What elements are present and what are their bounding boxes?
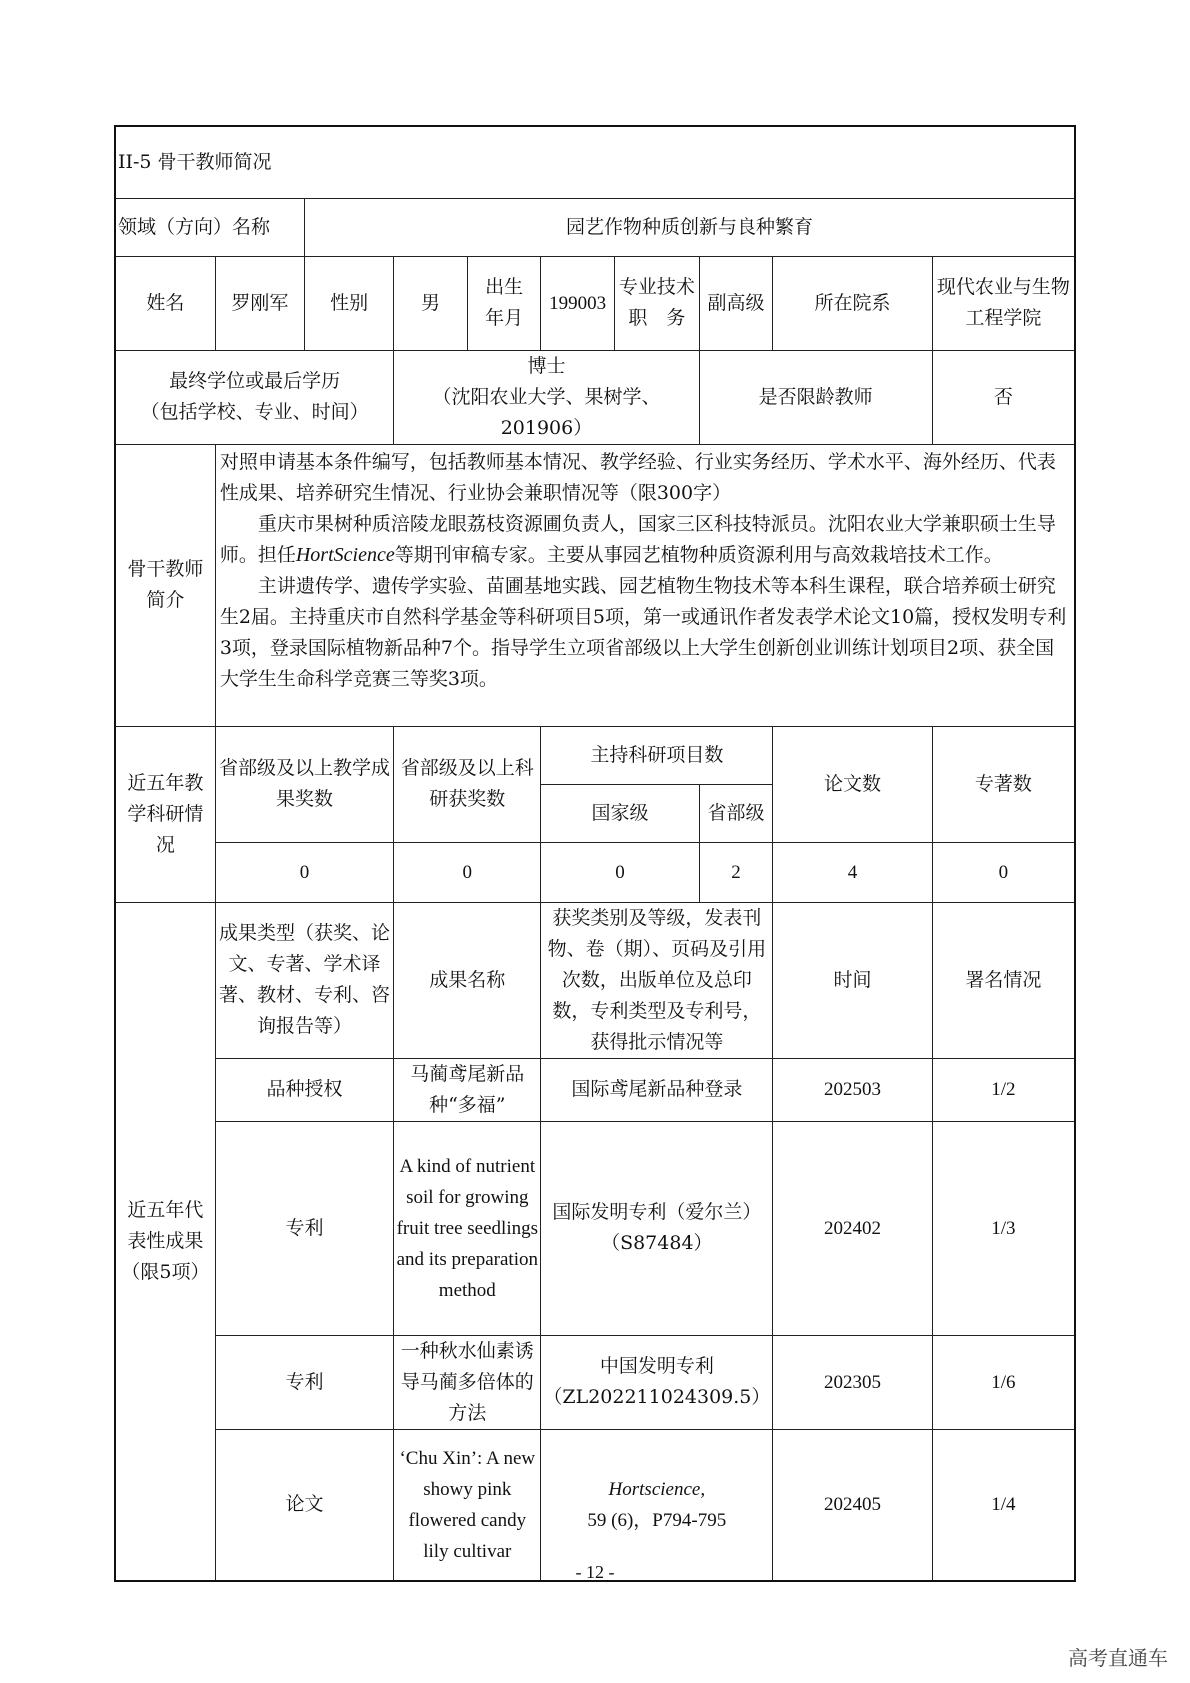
degree-value [394,350,699,444]
achievement-time: 202305 [773,1335,932,1429]
achievement-detail [541,1335,773,1429]
intro-paragraph-1 [220,509,1070,571]
intro-para1-text-a: 重庆市果树种质涪陵龙眼荔枝资源圃负责人，国家三区科技特派员。沈阳农业大学兼职硕士生导师。担任 [219,512,1056,566]
achievement-time: 202402 [773,1121,932,1335]
achievement-detail-header: 获奖类别及等级，发表刊物、卷（期）、页码及引用次数，出版单位及总印数，专利类型及专利号，获得批示情况等 [541,902,773,1058]
title-value: 副高级 [699,256,773,350]
achievement-time: 202503 [773,1058,932,1121]
intro-instruction: 对照申请基本条件编写，包括教师基本情况、教学经验、行业实务经历、学术水平、海外经历、代表性成果、培养研究生情况、行业协会兼职情况等（限300字） [219,450,1056,504]
degree-label [115,350,394,444]
research-awards-value: 0 [394,842,541,902]
achievements-label: 近五年代表性成果（限5项） [115,902,215,1581]
achievement-detail-line1: 国际鸢尾新品种登录 [571,1078,743,1100]
research-awards-header: 省部级及以上科研获奖数 [394,726,541,842]
intro-journal-name: HortScience [295,543,395,566]
age-limit-label: 是否限龄教师 [699,350,932,444]
achievement-detail-line2: （S87484） [601,1232,713,1254]
papers-value: 4 [773,842,932,902]
achievement-detail-line1: 中国发明专利 [599,1355,714,1377]
gender-value: 男 [394,256,468,350]
national-value: 0 [541,842,699,902]
achievement-detail-line2: 59 (6)，P794-795 [587,1509,727,1531]
degree-label-line2: （包括学校、专业、时间） [140,401,369,423]
gender-label: 性别 [305,256,394,350]
achievement-name-header: 成果名称 [394,902,541,1058]
watermark: 高考直通车 [1068,1646,1168,1670]
table-row [115,1058,1075,1121]
degree-value-line1: 博士 [527,354,566,377]
field-value: 园艺作物种质创新与良种繁育 [305,198,1075,256]
intro-label: 骨干教师简介 [115,444,215,726]
teacher-profile-table [114,125,1076,1582]
title-label [614,256,699,350]
books-value: 0 [932,842,1075,902]
teaching-awards-value: 0 [215,842,393,902]
intro-paragraph-2: 主讲遗传学、遗传学实验、苗圃基地实践、园艺植物生物技术等本科生课程，联合培养硕士研究生2届。主持重庆市自然科学基金等科研项目5项，第一或通讯作者发表学术论文10篇，授权发明专利3项，登录国际植物新品种7个。指导学生立项省部级以上大学生创新创业训练计划项目2项、获全国大学生生命科学竞赛三等奖3项。 [219,574,1067,690]
table-row [115,1121,1075,1335]
age-limit-value: 否 [932,350,1075,444]
achievement-detail-line2: （ZL202211024309.5） [543,1386,771,1408]
title-label-line1: 专业技术 [618,276,695,298]
page-number: - 12 - [575,1562,615,1582]
achievement-type: 专利 [215,1121,393,1335]
name-label: 姓名 [115,256,215,350]
achievement-sign: 1/6 [932,1335,1075,1429]
achievement-name: A kind of nutrient soil for growing fruit tree seedlings and its preparation method [394,1121,541,1335]
achievement-detail-line1: 国际发明专利（爱尔兰） [552,1201,762,1223]
intro-para1-text-b: 等期刊审稿专家。主要从事园艺植物种质资源利用与高效栽培技术工作。 [394,543,1003,566]
achievement-sign-header: 署名情况 [932,902,1075,1058]
birth-label [467,256,541,350]
achievement-type: 品种授权 [215,1058,393,1121]
table-row [115,1335,1075,1429]
achievement-name: ‘Chu Xin’: A new showy pink flowered candy lily cultivar [394,1429,541,1581]
achievement-type: 专利 [215,1335,393,1429]
books-header: 专著数 [932,726,1075,842]
achievement-detail [541,1429,773,1581]
recent-label: 近五年教学科研情况 [115,726,215,902]
intro-content [215,444,1075,726]
degree-value-line2: （沈阳农业大学、果树学、201906） [432,385,661,439]
teaching-awards-header: 省部级及以上教学成果奖数 [215,726,393,842]
achievement-detail [541,1121,773,1335]
provincial-header: 省部级 [699,784,773,842]
achievement-type-header: 成果类型（获奖、论文、专著、学术译著、教材、专利、咨询报告等） [215,902,393,1058]
dept-value: 现代农业与生物工程学院 [932,256,1075,350]
achievement-time: 202405 [773,1429,932,1581]
birth-label-line2: 年月 [485,307,524,329]
achievement-detail [541,1058,773,1121]
achievement-time-header: 时间 [773,902,932,1058]
section-title: II-5 骨干教师简况 [115,126,1075,198]
table-row [115,1429,1075,1581]
achievement-sign: 1/2 [932,1058,1075,1121]
title-label-line2: 职 务 [628,307,686,329]
achievement-sign: 1/3 [932,1121,1075,1335]
degree-label-line1: 最终学位或最后学历 [169,370,341,392]
achievement-name: 一种秋水仙素诱导马蔺多倍体的方法 [394,1335,541,1429]
birth-label-line1: 出生 [485,276,524,298]
dept-label: 所在院系 [773,256,932,350]
field-label: 领域（方向）名称 [115,198,305,256]
papers-header: 论文数 [773,726,932,842]
name-value: 罗刚军 [215,256,304,350]
achievement-name: 马蔺鸢尾新品种“多福” [394,1058,541,1121]
national-header: 国家级 [541,784,699,842]
achievement-type: 论文 [215,1429,393,1581]
achievement-sign: 1/4 [932,1429,1075,1581]
birth-value: 199003 [541,256,615,350]
provincial-value: 2 [699,842,773,902]
projects-header: 主持科研项目数 [541,726,773,784]
achievement-detail-line1: Hortscience, [608,1478,706,1500]
